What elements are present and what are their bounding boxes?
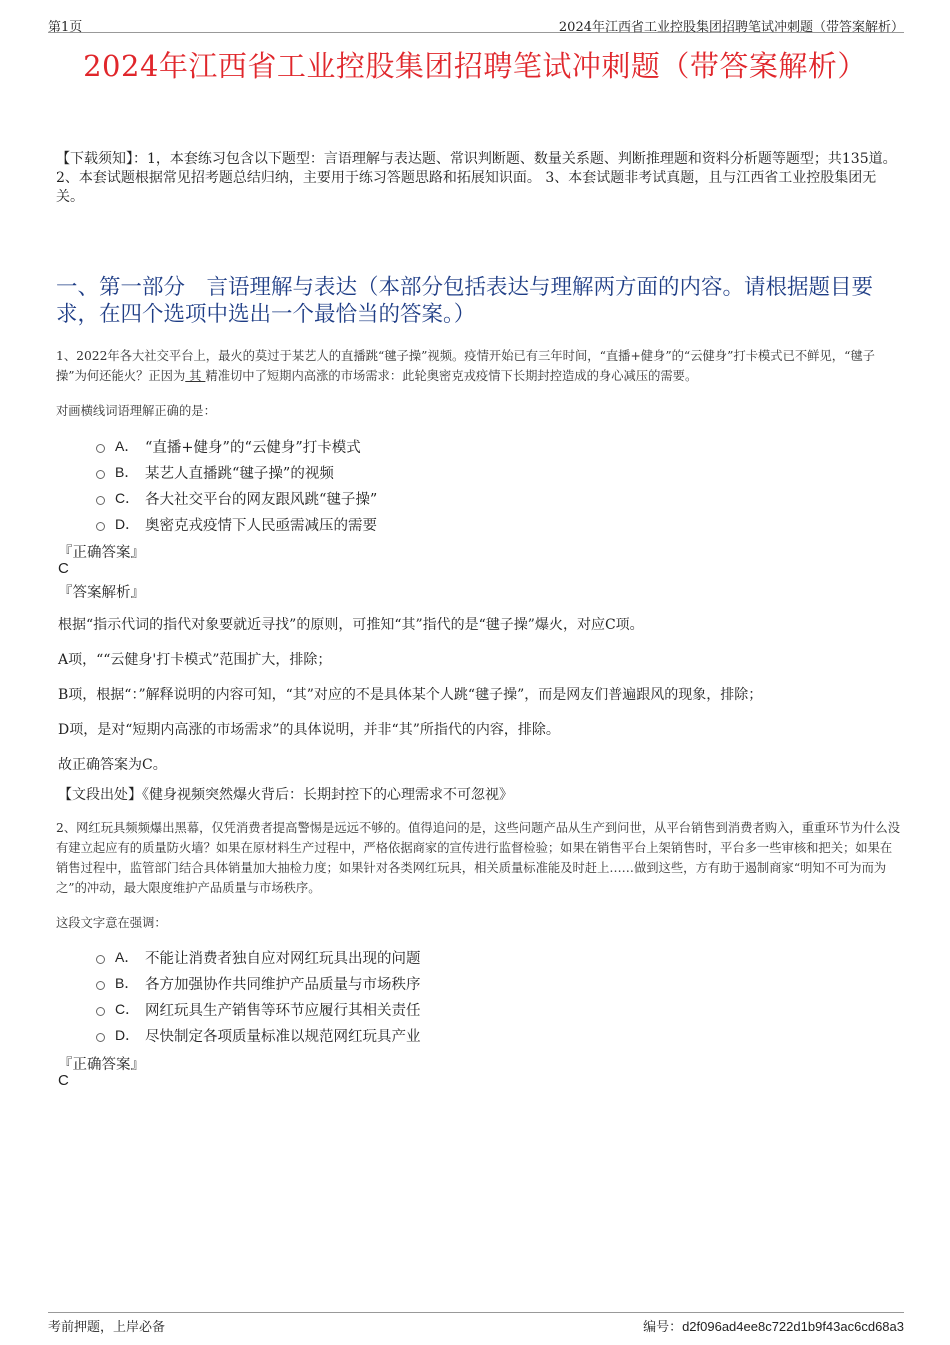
radio-icon[interactable] bbox=[96, 955, 105, 964]
analysis-line: 故正确答案为C。 bbox=[58, 757, 167, 773]
radio-icon[interactable] bbox=[96, 1033, 105, 1042]
answer-label: 『正确答案』 bbox=[58, 1057, 145, 1073]
radio-icon[interactable] bbox=[96, 470, 105, 479]
page-number: 第1页 bbox=[48, 20, 83, 35]
question-1-prompt: 对画横线词语理解正确的是： bbox=[56, 404, 216, 418]
question-2-text: 2、网红玩具频频爆出黑幕，仅凭消费者提高警惕是远远不够的。值得追问的是，这些问题产品从生产到问世，从平台销售到消费者购入，重重环节为什么没有建立起应有的质量防火墙？如果在原材料生产过程中，严格依据商家的宣传进行监督检验；如果在销售平台上架销售时，平台多一些审核和把关；如果在销售过程中，监管部门结合具体销量加大抽检力度；如果针对各类网红玩具，相关质量标准能及时赶上……做到这些，方有助于遏制商家“明知不可为而为之”的冲动，最大限度维护产品质量与市场秩序。 bbox=[56, 821, 901, 895]
question-1-text: 1、2022年各大社交平台上，最火的莫过于某艺人的直播跳“毽子操”视频。疫情开始已有三年时间，“直播+健身”的“云健身”打卡模式已不鲜见，“毽子操”为何还能火？正因为 其 精准切中了短期内高涨的市场需求：此轮奥密克戎疫情下长期封控造成的身心减压的需要。 bbox=[56, 349, 875, 383]
page-header bbox=[48, 14, 904, 33]
option-d[interactable]: D． 奥密克戎疫情下人民亟需减压的需要 bbox=[96, 511, 696, 537]
download-notice: 【下载须知】：1，本套练习包含以下题型：言语理解与表达题、常识判断题、数量关系题、判断推理题和资料分析题等题型；共135道。 2、本套试题根据常见招考题总结归纳，主要用于练习答题思路和拓展知识面。 3、本套试题非考试真题，且与江西省工业控股集团无关。 bbox=[56, 151, 897, 205]
footer-doc-id: 编号：d2f096ad4ee8c722d1b9f43ac6cd68a3 bbox=[643, 1319, 904, 1334]
radio-icon[interactable] bbox=[96, 522, 105, 531]
radio-icon[interactable] bbox=[96, 981, 105, 990]
page-footer bbox=[48, 1312, 904, 1333]
analysis-line: D项，是对“短期内高涨的市场需求”的具体说明，并非“其”所指代的内容，排除。 bbox=[58, 722, 560, 738]
analysis-line: B项，根据“：”解释说明的内容可知，“其”对应的不是具体某个人跳“毽子操”，而是网友们普遍跟风的现象，排除； bbox=[58, 687, 763, 703]
page-title: 2024年江西省工业控股集团招聘笔试冲刺题（带答案解析） bbox=[83, 49, 867, 83]
radio-icon[interactable] bbox=[96, 496, 105, 505]
answer-value: C bbox=[58, 560, 69, 577]
question-1-options bbox=[96, 433, 696, 537]
analysis-line: 根据“指示代词的指代对象要就近寻找”的原则，可推知“其”指代的是“毽子操”爆火，对应C项。 bbox=[58, 617, 644, 633]
section-heading: 一、第一部分 言语理解与表达（本部分包括表达与理解两方面的内容。请根据题目要求，在四个选项中选出一个最恰当的答案。） bbox=[56, 275, 874, 327]
analysis-label: 『答案解析』 bbox=[58, 585, 145, 601]
option-a[interactable]: A． “直播+健身”的“云健身”打卡模式 bbox=[96, 433, 696, 459]
passage-source: 【文段出处】《健身视频突然爆火背后：长期封控下的心理需求不可忽视》 bbox=[58, 787, 513, 803]
underlined-word: 其 bbox=[185, 369, 206, 383]
option-c[interactable]: C． 网红玩具生产销售等环节应履行其相关责任 bbox=[96, 996, 696, 1022]
option-c[interactable]: C． 各大社交平台的网友跟风跳“毽子操” bbox=[96, 485, 696, 511]
option-b[interactable]: B． 各方加强协作共同维护产品质量与市场秩序 bbox=[96, 970, 696, 996]
option-d[interactable]: D． 尽快制定各项质量标准以规范网红玩具产业 bbox=[96, 1022, 696, 1048]
radio-icon[interactable] bbox=[96, 444, 105, 453]
option-a[interactable]: A． 不能让消费者独自应对网红玩具出现的问题 bbox=[96, 944, 696, 970]
footer-slogan: 考前押题，上岸必备 bbox=[48, 1320, 166, 1335]
option-b[interactable]: B． 某艺人直播跳“毽子操”的视频 bbox=[96, 459, 696, 485]
answer-value: C bbox=[58, 1072, 69, 1089]
radio-icon[interactable] bbox=[96, 1007, 105, 1016]
analysis-body bbox=[58, 615, 898, 790]
question-2-prompt: 这段文字意在强调： bbox=[56, 916, 167, 930]
answer-label: 『正确答案』 bbox=[58, 545, 145, 561]
question-2-options bbox=[96, 944, 696, 1048]
header-doc-title: 2024年江西省工业控股集团招聘笔试冲刺题（带答案解析） bbox=[558, 20, 904, 35]
analysis-line: A项，““云健身'打卡模式”范围扩大，排除； bbox=[58, 652, 332, 668]
